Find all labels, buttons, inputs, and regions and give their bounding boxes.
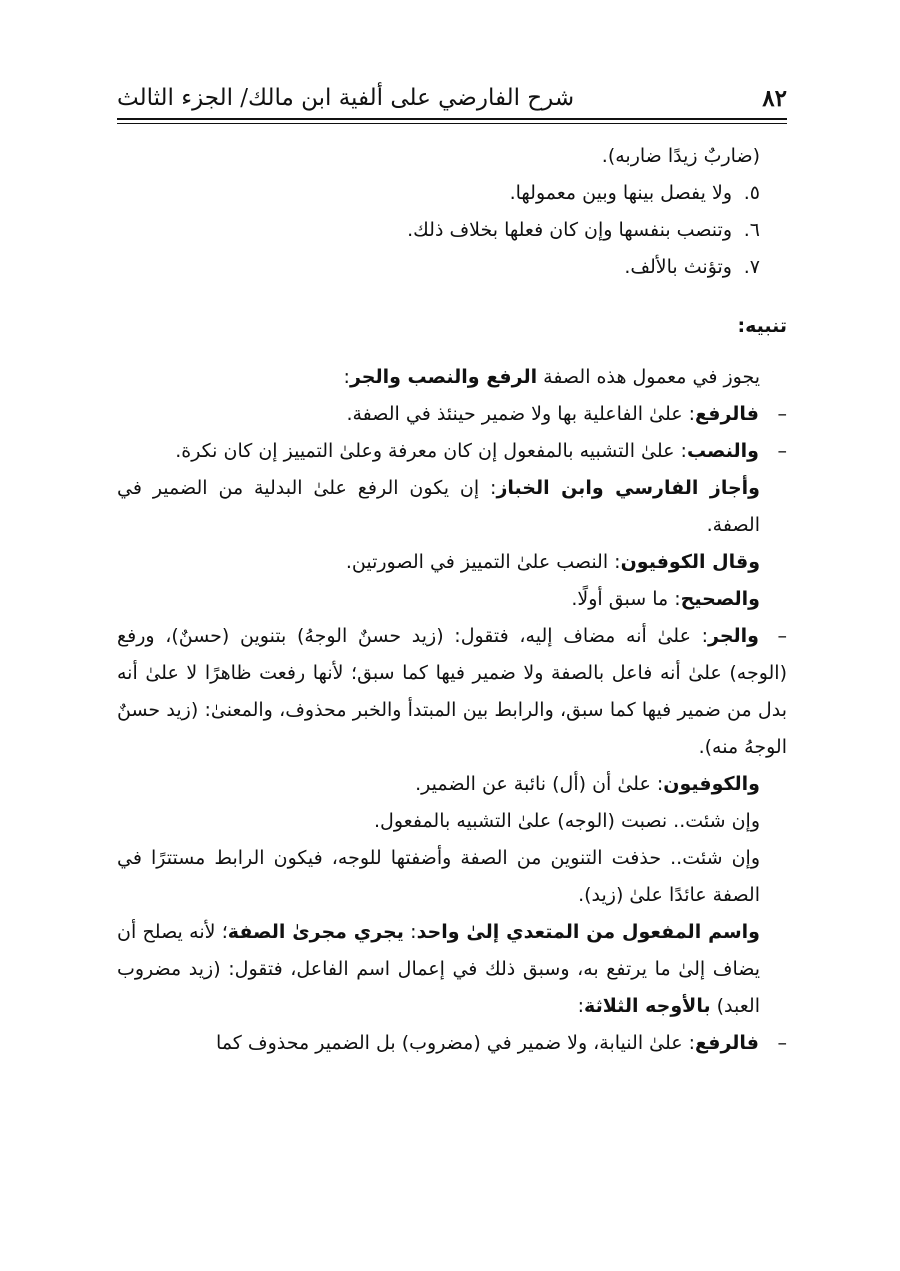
bold-run: الرفع والنصب والجر <box>349 366 538 388</box>
paragraph-hadhafta: وإن شئت.. حذفت التنوين من الصفة وأضفتها للوجه، فيكون الرابط مستترًا في الصفة عائدًا علىٰ (زيد). <box>117 847 760 906</box>
list-item-text: وتؤنث بالألف. <box>624 256 732 278</box>
text-run: يجوز في معمول هذه الصفة <box>537 366 760 388</box>
list-number: ٦. <box>743 219 760 241</box>
running-header <box>117 70 787 116</box>
bold-run: يجري مجرىٰ الصفة <box>227 921 404 943</box>
list-item-text: وتنصب بنفسها وإن كان فعلها بخلاف ذلك. <box>407 219 732 241</box>
list-item-5 <box>117 175 787 212</box>
paragraph-kufiyun-al <box>117 766 787 803</box>
paragraph-sahih <box>117 581 787 618</box>
list-number: ٥. <box>743 182 760 204</box>
text-run: : إن يكون الرفع علىٰ البدلية من الضمير في الصفة. <box>117 477 760 536</box>
paragraph-nasabta: وإن شئت.. نصبت (الوجه) علىٰ التشبيه بالمفعول. <box>374 810 760 832</box>
dash-mark: – <box>777 440 787 462</box>
bold-run: واسم المفعول من المتعدي إلىٰ واحد <box>416 921 760 943</box>
text-run: : النصب علىٰ التمييز في الصورتين. <box>345 551 621 573</box>
paragraph-example: (ضاربٌ زيدًا ضاربه). <box>601 145 760 167</box>
text-run: : علىٰ التشبيه بالمفعول إن كان معرفة وعلىٰ التمييز إن كان نكرة. <box>175 440 687 462</box>
paragraph-intro <box>117 359 787 396</box>
bold-run: بالأوجه الثلاثة <box>584 995 711 1017</box>
text-run: : <box>343 366 350 388</box>
text-run: : علىٰ أن (أل) نائبة عن الضمير. <box>415 773 664 795</box>
dash-item-jarr <box>117 618 787 766</box>
dash-mark: – <box>777 625 787 647</box>
text-run: : علىٰ الفاعلية بها ولا ضمير حينئذ في الصفة. <box>346 403 696 425</box>
page-number: ٨٢ <box>762 85 787 112</box>
dash-item-raf-niyaba <box>117 1025 787 1062</box>
text-run: : ما سبق أولًا. <box>571 588 681 610</box>
text-run: : <box>577 995 585 1017</box>
bold-run: والكوفيون <box>663 773 760 795</box>
bold-run: والجر <box>708 625 759 647</box>
bold-run: والصحيح <box>680 588 760 610</box>
text-run: : <box>403 921 417 943</box>
dash-item-nasb <box>117 433 787 470</box>
text-run: : علىٰ النيابة، ولا ضمير في (مضروب) بل الضمير محذوف كما <box>216 1032 696 1054</box>
bold-run: وأجاز الفارسي وابن الخباز <box>496 477 760 499</box>
bold-run: والنصب <box>686 440 759 462</box>
tanbih-heading: تنبيه: <box>737 315 787 337</box>
bold-run: فالرفع <box>695 1032 759 1054</box>
running-title: شرح الفارضي على ألفية ابن مالك/ الجزء الثالث <box>117 85 575 111</box>
dash-mark: – <box>777 403 787 425</box>
bold-run: وقال الكوفيون <box>620 551 760 573</box>
text-run: : علىٰ أنه مضاف إليه، فتقول: (زيد حسنٌ الوجهُ) بتنوين (حسنٌ)، ورفع (الوجه) علىٰ أنه فاعل بالصفة ولا ضمير فيها كما سبق؛ لأنها رفعت ظاهرًا لا علىٰ أنه بدل من ضمير فيها كما سبق، والرابط بين المبتدأ والخبر محذوف، والمعنىٰ: (زيد حسنٌ الوجهُ منه). <box>117 625 787 758</box>
list-item-6 <box>117 212 787 249</box>
paragraph-farisi <box>117 470 787 544</box>
dash-mark: – <box>777 1032 787 1054</box>
bold-run: فالرفع <box>695 403 759 425</box>
list-number: ٧. <box>743 256 760 278</box>
text-run: ؛ لأنه يصلح أن يضاف إلىٰ ما يرتفع به، وسبق ذلك في إعمال اسم الفاعل، فتقول: (زيد مضروب العبد) <box>117 921 760 1017</box>
paragraph-ism-maful <box>117 914 787 1025</box>
dash-item-raf <box>117 396 787 433</box>
header-rule-thick <box>117 118 787 120</box>
header-rule-thin <box>117 123 787 124</box>
list-item-7 <box>117 249 787 286</box>
page-body <box>117 138 787 1062</box>
list-item-text: ولا يفصل بينها وبين معمولها. <box>509 182 732 204</box>
paragraph-kufiyun <box>117 544 787 581</box>
